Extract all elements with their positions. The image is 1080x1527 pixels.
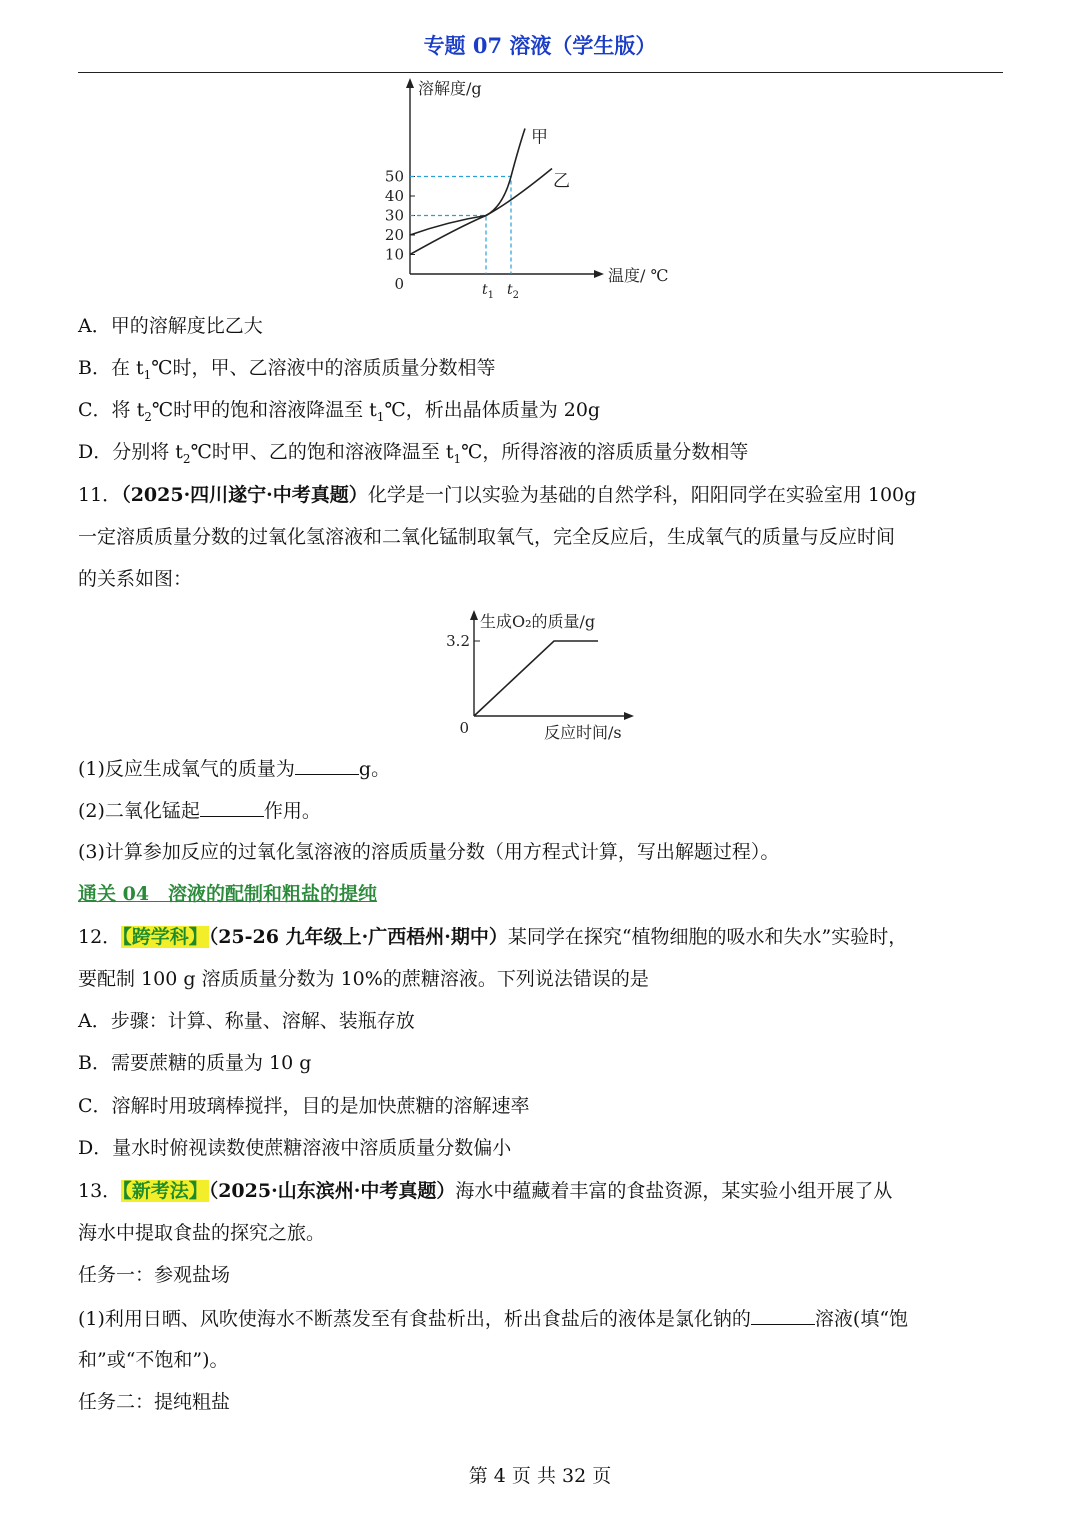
q13-stem-line1: 13．【新考法】（2025·山东滨州·中考真题）海水中蕴藏着丰富的食盐资源，某实验小组开展了从 — [78, 1180, 893, 1202]
q13-task2: 任务二：提纯粗盐 — [78, 1391, 231, 1413]
ref-line-t1 — [410, 216, 486, 275]
ref-line-t2 — [410, 177, 511, 275]
section-heading: 通关 04 溶液的配制和粗盐的提纯 — [78, 883, 378, 905]
answer-blank[interactable] — [200, 798, 264, 817]
x-axis-label: 反应时间/s — [544, 723, 622, 742]
q10-option-c: C．将 $t_2℃$时甲的饱和溶液降温至 $t_1℃$，析出晶体质量为 20g — [78, 399, 601, 424]
answer-blank[interactable] — [751, 1306, 815, 1325]
y-tick-label: 3.2 — [446, 632, 470, 650]
page-header-title: 专题 07 溶液（学生版） — [423, 33, 657, 58]
q13-sub1-line2: 和”或“不饱和”)。 — [78, 1349, 229, 1371]
q13-task1: 任务一：参观盐场 — [78, 1264, 231, 1286]
y-axis-arrow — [406, 78, 414, 88]
x-axis-arrow — [594, 270, 604, 278]
origin-label: 0 — [459, 719, 469, 737]
y-tick-label: 10 — [384, 245, 404, 264]
q12-option-d: D．量水时俯视读数使蔗糖溶液中溶质质量分数偏小 — [78, 1137, 512, 1159]
q12-stem-line2: 要配制 100 g 溶质质量分数为 10%的蔗糖溶液。下列说法错误的是 — [78, 968, 649, 990]
y-axis-label: 溶解度/g — [418, 79, 482, 98]
x-axis-arrow — [624, 712, 634, 720]
y-tick-label: 40 — [384, 187, 404, 205]
series-o2-line — [474, 641, 598, 716]
tag-badge: 【新考法】 — [122, 1180, 208, 1202]
y-axis-label: 生成O₂的质量/g — [480, 612, 596, 631]
q11-sub1: (1)反应生成氧气的质量为 g。 — [78, 758, 391, 780]
series-yi-label: 乙 — [553, 171, 570, 192]
q12-stem-line1: 12．【跨学科】（25-26 九年级上·广西梧州·期中）某同学在探究“植物细胞的吸水和失水”实验时， — [78, 926, 908, 948]
tag-badge: 【跨学科】 — [122, 926, 208, 948]
y-axis-arrow — [470, 610, 478, 620]
q11-sub2: (2)二氧化锰起 作用。 — [78, 800, 321, 822]
y-tick-label: 50 — [384, 167, 404, 186]
q10-option-b: B．在 $t_1℃$时，甲、乙溶液中的溶质质量分数相等 — [78, 357, 496, 382]
q11-sub3: (3)计算参加反应的过氧化氢溶液的溶质质量分数（用方程式计算，写出解题过程）。 — [78, 841, 780, 863]
q10-option-a: A．甲的溶解度比乙大 — [78, 315, 263, 337]
q11-stem-line1: 11．（2025·四川遂宁·中考真题）化学是一门以实验为基础的自然学科，阳阳同学在实验室用 100g — [78, 484, 917, 506]
y-tick-label: 0 — [394, 275, 404, 293]
q12-option-b: B．需要蔗糖的质量为 10 g — [78, 1052, 312, 1074]
solubility-chart — [380, 74, 700, 304]
q12-option-a: A．步骤：计算、称量、溶解、装瓶存放 — [78, 1010, 415, 1032]
q13-stem-line2: 海水中提取食盐的探究之旅。 — [78, 1222, 326, 1244]
answer-blank[interactable] — [295, 756, 359, 775]
x-axis-label: 温度/ ℃ — [608, 266, 669, 285]
q10-option-d: D．分别将 $t_2℃$时甲、乙的饱和溶液降温至 $t_1℃$，所得溶液的溶质质量分数相等 — [78, 441, 749, 466]
q11-stem-line3: 的关系如图： — [78, 568, 193, 590]
header-rule — [78, 72, 1003, 73]
q13-sub1-line1: (1)利用日晒、风吹使海水不断蒸发至有食盐析出，析出食盐后的液体是氯化钠的 溶液(填“饱 — [78, 1308, 909, 1330]
y-tick-label: 30 — [384, 206, 404, 225]
series-jia-line — [410, 129, 525, 255]
x-tick-label: $t_1$ — [482, 282, 495, 301]
series-yi-line — [410, 169, 552, 236]
y-tick-label: 20 — [384, 226, 404, 244]
page-footer: 第 4 页 共 32 页 — [468, 1465, 612, 1487]
q11-stem-line2: 一定溶质质量分数的过氧化氢溶液和二氧化锰制取氧气，完全反应后，生成氧气的质量与反应时间 — [78, 526, 896, 548]
series-jia-label: 甲 — [531, 127, 548, 148]
oxygen-chart — [430, 598, 660, 746]
x-tick-label: $t_2$ — [507, 282, 520, 301]
q12-option-c: C．溶解时用玻璃棒搅拌，目的是加快蔗糖的溶解速率 — [78, 1095, 530, 1117]
